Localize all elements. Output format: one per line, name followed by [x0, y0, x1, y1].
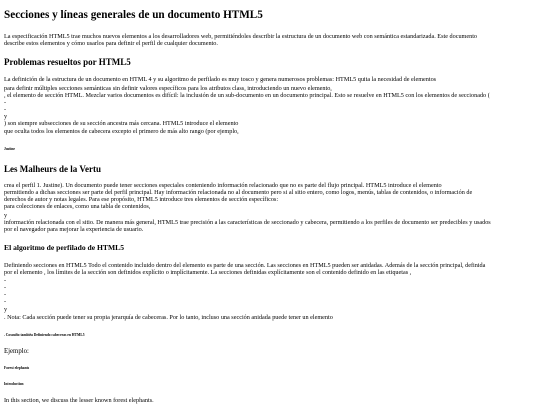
- algorithm-dot: -: [4, 298, 7, 305]
- intro-line-2: describe estos elementos y cómo usarlos para definir el perfil de cualquier documento.: [4, 40, 218, 47]
- example-heading-introduction: Introduction: [4, 382, 24, 386]
- vertu-line-3: derechos de autor y notas legales. Para ese propósito, HTML5 introduce tres elementos de sección específicos:: [4, 196, 279, 203]
- vertu-line-6: por el navegador para mejorar la experiencia de usuario.: [4, 226, 144, 233]
- algorithm-dot: -: [4, 291, 7, 298]
- problems-line-2: para definir múltiples secciones semánticas sin definir valores específicos para los atributos class, introduciendo un nuevo elemento,: [4, 85, 332, 92]
- problems-line-1: La definición de la estructura de un documento en HTML 4 y su algoritmo de perfilado es muy tosco y genera numerosos problemas: HTML5 quita la necesidad de elementos: [4, 76, 437, 83]
- vertu-line-5: información relacionada con el sitio. De manera más general, HTML5 trae precisión a las características de seccionado y cabecera, permitiendo a los perfiles de documento ser predecibles y usados: [4, 219, 491, 226]
- vertu-line-4: para colecciones de enlaces, como una tabla de contenidos,: [4, 203, 151, 210]
- algorithm-y: y: [4, 306, 8, 313]
- intro-line-1: La especificación HTML5 trae muchos nuevos elementos a los desarrolladores web, permitiéndoles describir la estructura de un documento web con semántica estandarizada. Este documento: [4, 33, 478, 40]
- problems-line-4: ) son siempre subsecciones de su sección ancestra más cercana. HTML5 introduce el elemento: [4, 120, 239, 127]
- algorithm-dot: -: [4, 284, 7, 291]
- small-heading-justine: Justine: [4, 147, 15, 151]
- vertu-line-1: crea el perfil 1. Justine). Un documento puede tener secciones especiales conteniendo información relacionado que no es parte del flujo principal. HTML5 introduce el elemento: [4, 182, 442, 189]
- vertu-y: y: [4, 212, 8, 219]
- section-heading-algorithm: El algoritmo de perfilado de HTML5: [4, 243, 125, 252]
- section-heading-problems: Problemas resueltos por HTML5: [4, 57, 131, 67]
- small-caption: . Cosuulto tambiéa Definiendo cabeceras en HTML5: [4, 333, 85, 337]
- algorithm-dot: -: [4, 277, 7, 284]
- algorithm-line-1: Definiendo secciones en HTML5 Todo el contenido incluido dentro del elemento es parte de una sección. Las secciones en HTML5 pueden ser anidadas. Además de la sección principal, definida: [4, 262, 486, 269]
- algorithm-line-2: por el elemento , los límites de la sección son definidos explícito o implícitamente. La secciones definidas explícitamente son el contenido definido en las etiquetas ,: [4, 269, 412, 276]
- example-heading-forest: Forest elephants: [4, 366, 30, 370]
- problems-dot: -: [4, 99, 7, 106]
- example-paragraph: In this section, we discuss the lesser known forest elephants.: [4, 397, 154, 404]
- vertu-line-2: permitiendo a dichas secciones ser parte del perfil principal. Hay información relacionada no al documento pero si al sitio entero, como logos, menús, tablas de contenidos, o información de: [4, 189, 473, 196]
- problems-y: y: [4, 113, 8, 120]
- problems-line-5: que oculta todos los elementos de cabecera excepto el primero de más alto rango (por ejemplo,: [4, 128, 239, 135]
- algorithm-note: . Nota: Cada sección puede tener su propia jerarquía de cabeceras. Por lo tanto, incluso una sección anidada puede tener un elemento: [4, 314, 333, 321]
- problems-dot: -: [4, 106, 7, 113]
- example-label: Ejemplo:: [4, 348, 29, 355]
- problems-line-3: , el elemento de sección HTML. Mezclar varios documentos es difícil: la inclusión de un sub-documento en un documento principal. Esto se resuelve en HTML5 con los elementos de seccionado (: [4, 92, 490, 99]
- page-title: Secciones y líneas generales de un documento HTML5: [4, 9, 263, 21]
- section-heading-vertu: Les Malheurs de la Vertu: [4, 164, 102, 174]
